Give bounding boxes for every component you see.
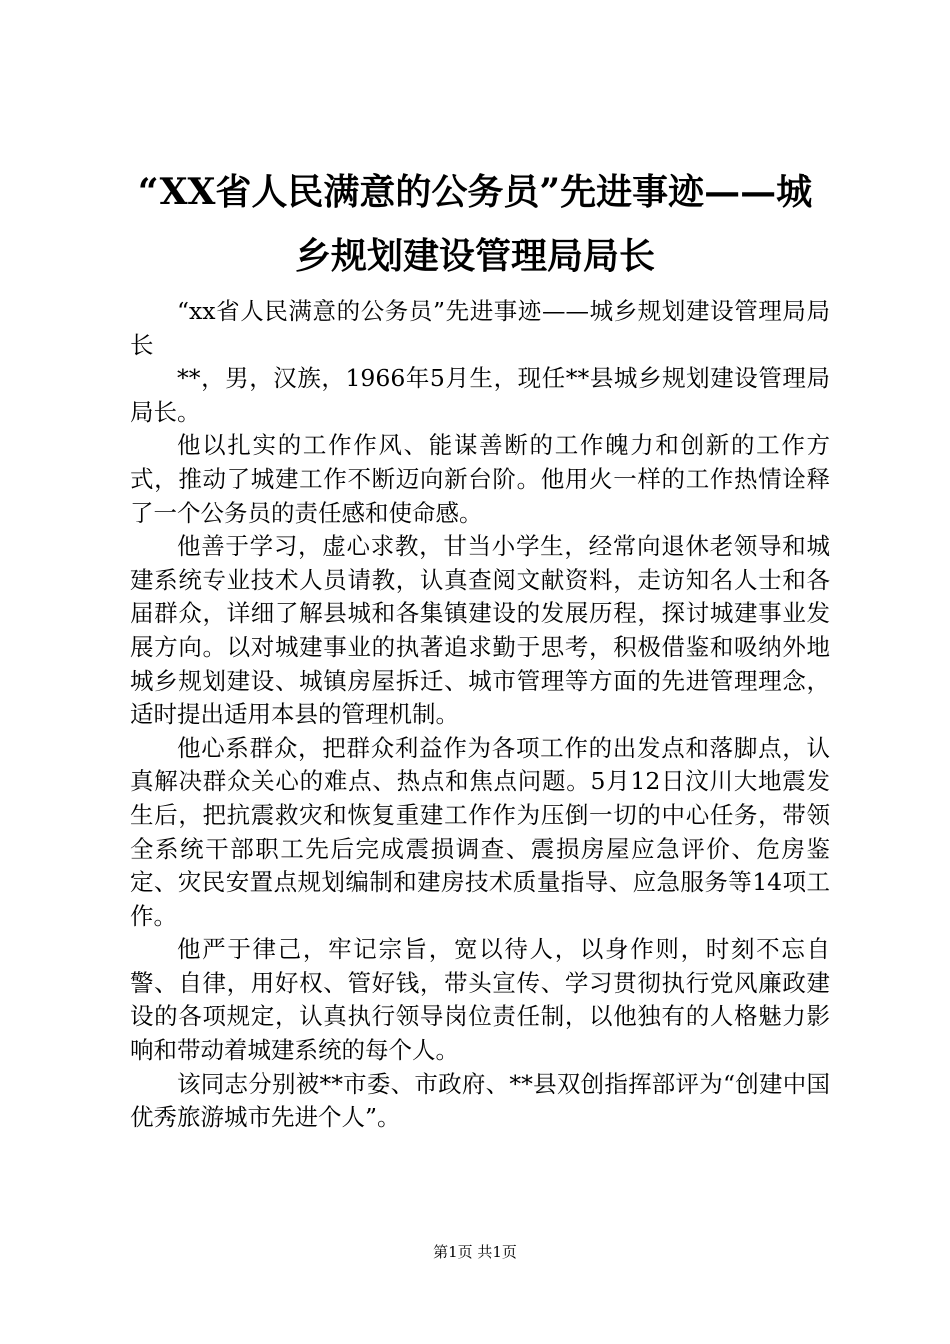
paragraph-profile: **，男，汉族，1966年5月生，现任**县城乡规划建设管理局局长。	[130, 364, 830, 426]
paragraph-work-style: 他以扎实的工作作风、能谋善断的工作魄力和创新的工作方式，推动了城建工作不断迈向新台阶。他用火一样的工作热情诠释了一个公务员的责任感和使命感。	[130, 431, 830, 527]
document-title	[110, 160, 840, 288]
page-footer: 第1页 共1页	[433, 1243, 517, 1261]
paragraph-learning: 他善于学习，虚心求教，甘当小学生，经常向退休老领导和城建系统专业技术人员请教，认真查阅文献资料，走访知名人士和各届群众，详细了解县城和各集镇建设的发展历程，探讨城建事业发展方向。以对城建事业的执著追求勤于思考，积极借鉴和吸纳外地城乡规划建设、城镇房屋拆迁、城市管理等方面的先进管理理念，适时提出适用本县的管理机制。	[130, 532, 830, 729]
paragraph-earthquake: 他心系群众，把群众利益作为各项工作的出发点和落脚点，认真解决群众关心的难点、热点和焦点问题。5月12日汶川大地震发生后，把抗震救灾和恢复重建工作作为压倒一切的中心任务，带领全系统干部职工先后完成震损调查、震损房屋应急评价、危房鉴定、灾民安置点规划编制和建房技术质量指导、应急服务等14项工作。	[130, 733, 830, 930]
paragraph-subtitle: “xx省人民满意的公务员”先进事迹——城乡规划建设管理局局长	[130, 297, 830, 359]
title-line-2: 乡规划建设管理局局长	[294, 235, 655, 277]
document-body	[130, 295, 830, 1135]
title-line-1: “XX省人民满意的公务员”先进事迹——城	[137, 171, 813, 213]
paragraph-integrity: 他严于律己，牢记宗旨，宽以待人，以身作则，时刻不忘自警、自律，用好权、管好钱，带头宣传、学习贯彻执行党风廉政建设的各项规定，认真执行领导岗位责任制，以他独有的人格魅力影响和带动着城建系统的每个人。	[130, 935, 830, 1065]
paragraph-honors: 该同志分别被**市委、市政府、**县双创指挥部评为“创建中国优秀旅游城市先进个人”。	[130, 1069, 830, 1132]
